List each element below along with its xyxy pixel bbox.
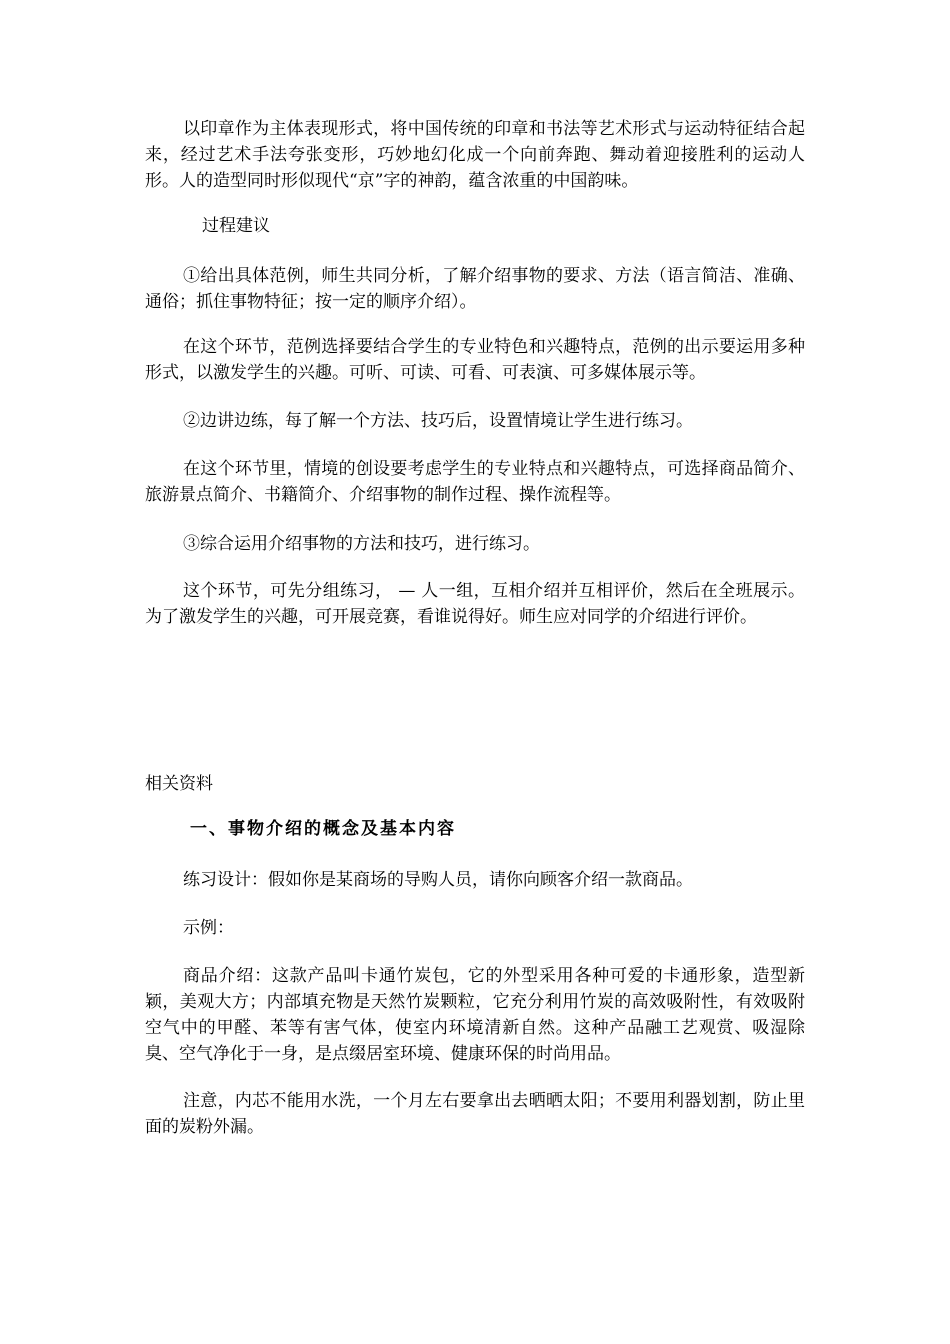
paragraph-example-label: 示例： <box>183 918 234 938</box>
related-materials-label: 相关资料 <box>145 774 213 794</box>
paragraph-product-intro: 商品介绍：这款产品叫卡通竹炭包，它的外型采用各种可爱的卡通形象，造型新颖，美观大方；内部填充物是天然竹炭颗粒，它充分利用竹炭的高效吸附性，有效吸附空气中的甲醛、苯等有害气体，使室内环境清新自然。这种产品融工艺观赏、吸湿除臭、空气净化于一身，是点缀居室环境、健康环保的时尚用品。 <box>145 966 805 1064</box>
paragraph-emblem-description: 以印章作为主体表现形式，将中国传统的印章和书法等艺术形式与运动特征结合起来，经过艺术手法夸张变形，巧妙地幻化成一个向前奔跑、舞动着迎接胜利的运动人形。人的造型同时形似现代“京”字的神韵，蕴含浓重的中国韵味。 <box>145 119 805 191</box>
paragraph-note: 注意，内芯不能用水洗，一个月左右要拿出去晒晒太阳；不要用利器划割，防止里面的炭粉外漏。 <box>145 1091 805 1137</box>
paragraph-step-1: ①给出具体范例，师生共同分析，了解介绍事物的要求、方法（语言简洁、准确、通俗；抓住事物特征；按一定的顺序介绍）。 <box>145 266 805 312</box>
paragraph-step-3-note: 这个环节，可先分组练习， — 人一组，互相介绍并互相评价，然后在全班展示。为了激发学生的兴趣，可开展竞赛，看谁说得好。师生应对同学的介绍进行评价。 <box>145 581 805 627</box>
paragraph-exercise-design: 练习设计：假如你是某商场的导购人员，请你向顾客介绍一款商品。 <box>183 870 693 890</box>
section-heading: 一、事物介绍的概念及基本内容 <box>190 819 456 839</box>
paragraph-step-3: ③综合运用介绍事物的方法和技巧，进行练习。 <box>183 534 540 554</box>
paragraph-step-1-note: 在这个环节，范例选择要结合学生的专业特色和兴趣特点，范例的出示要运用多种形式，以激发学生的兴趣。可听、可读、可看、可表演、可多媒体展示等。 <box>145 337 805 383</box>
process-suggestion-title: 过程建议 <box>202 216 270 236</box>
paragraph-step-2-note: 在这个环节里，情境的创设要考虑学生的专业特点和兴趣特点，可选择商品简介、旅游景点简介、书籍简介、介绍事物的制作过程、操作流程等。 <box>145 459 805 505</box>
paragraph-step-2: ②边讲边练，每了解一个方法、技巧后，设置情境让学生进行练习。 <box>183 411 693 431</box>
